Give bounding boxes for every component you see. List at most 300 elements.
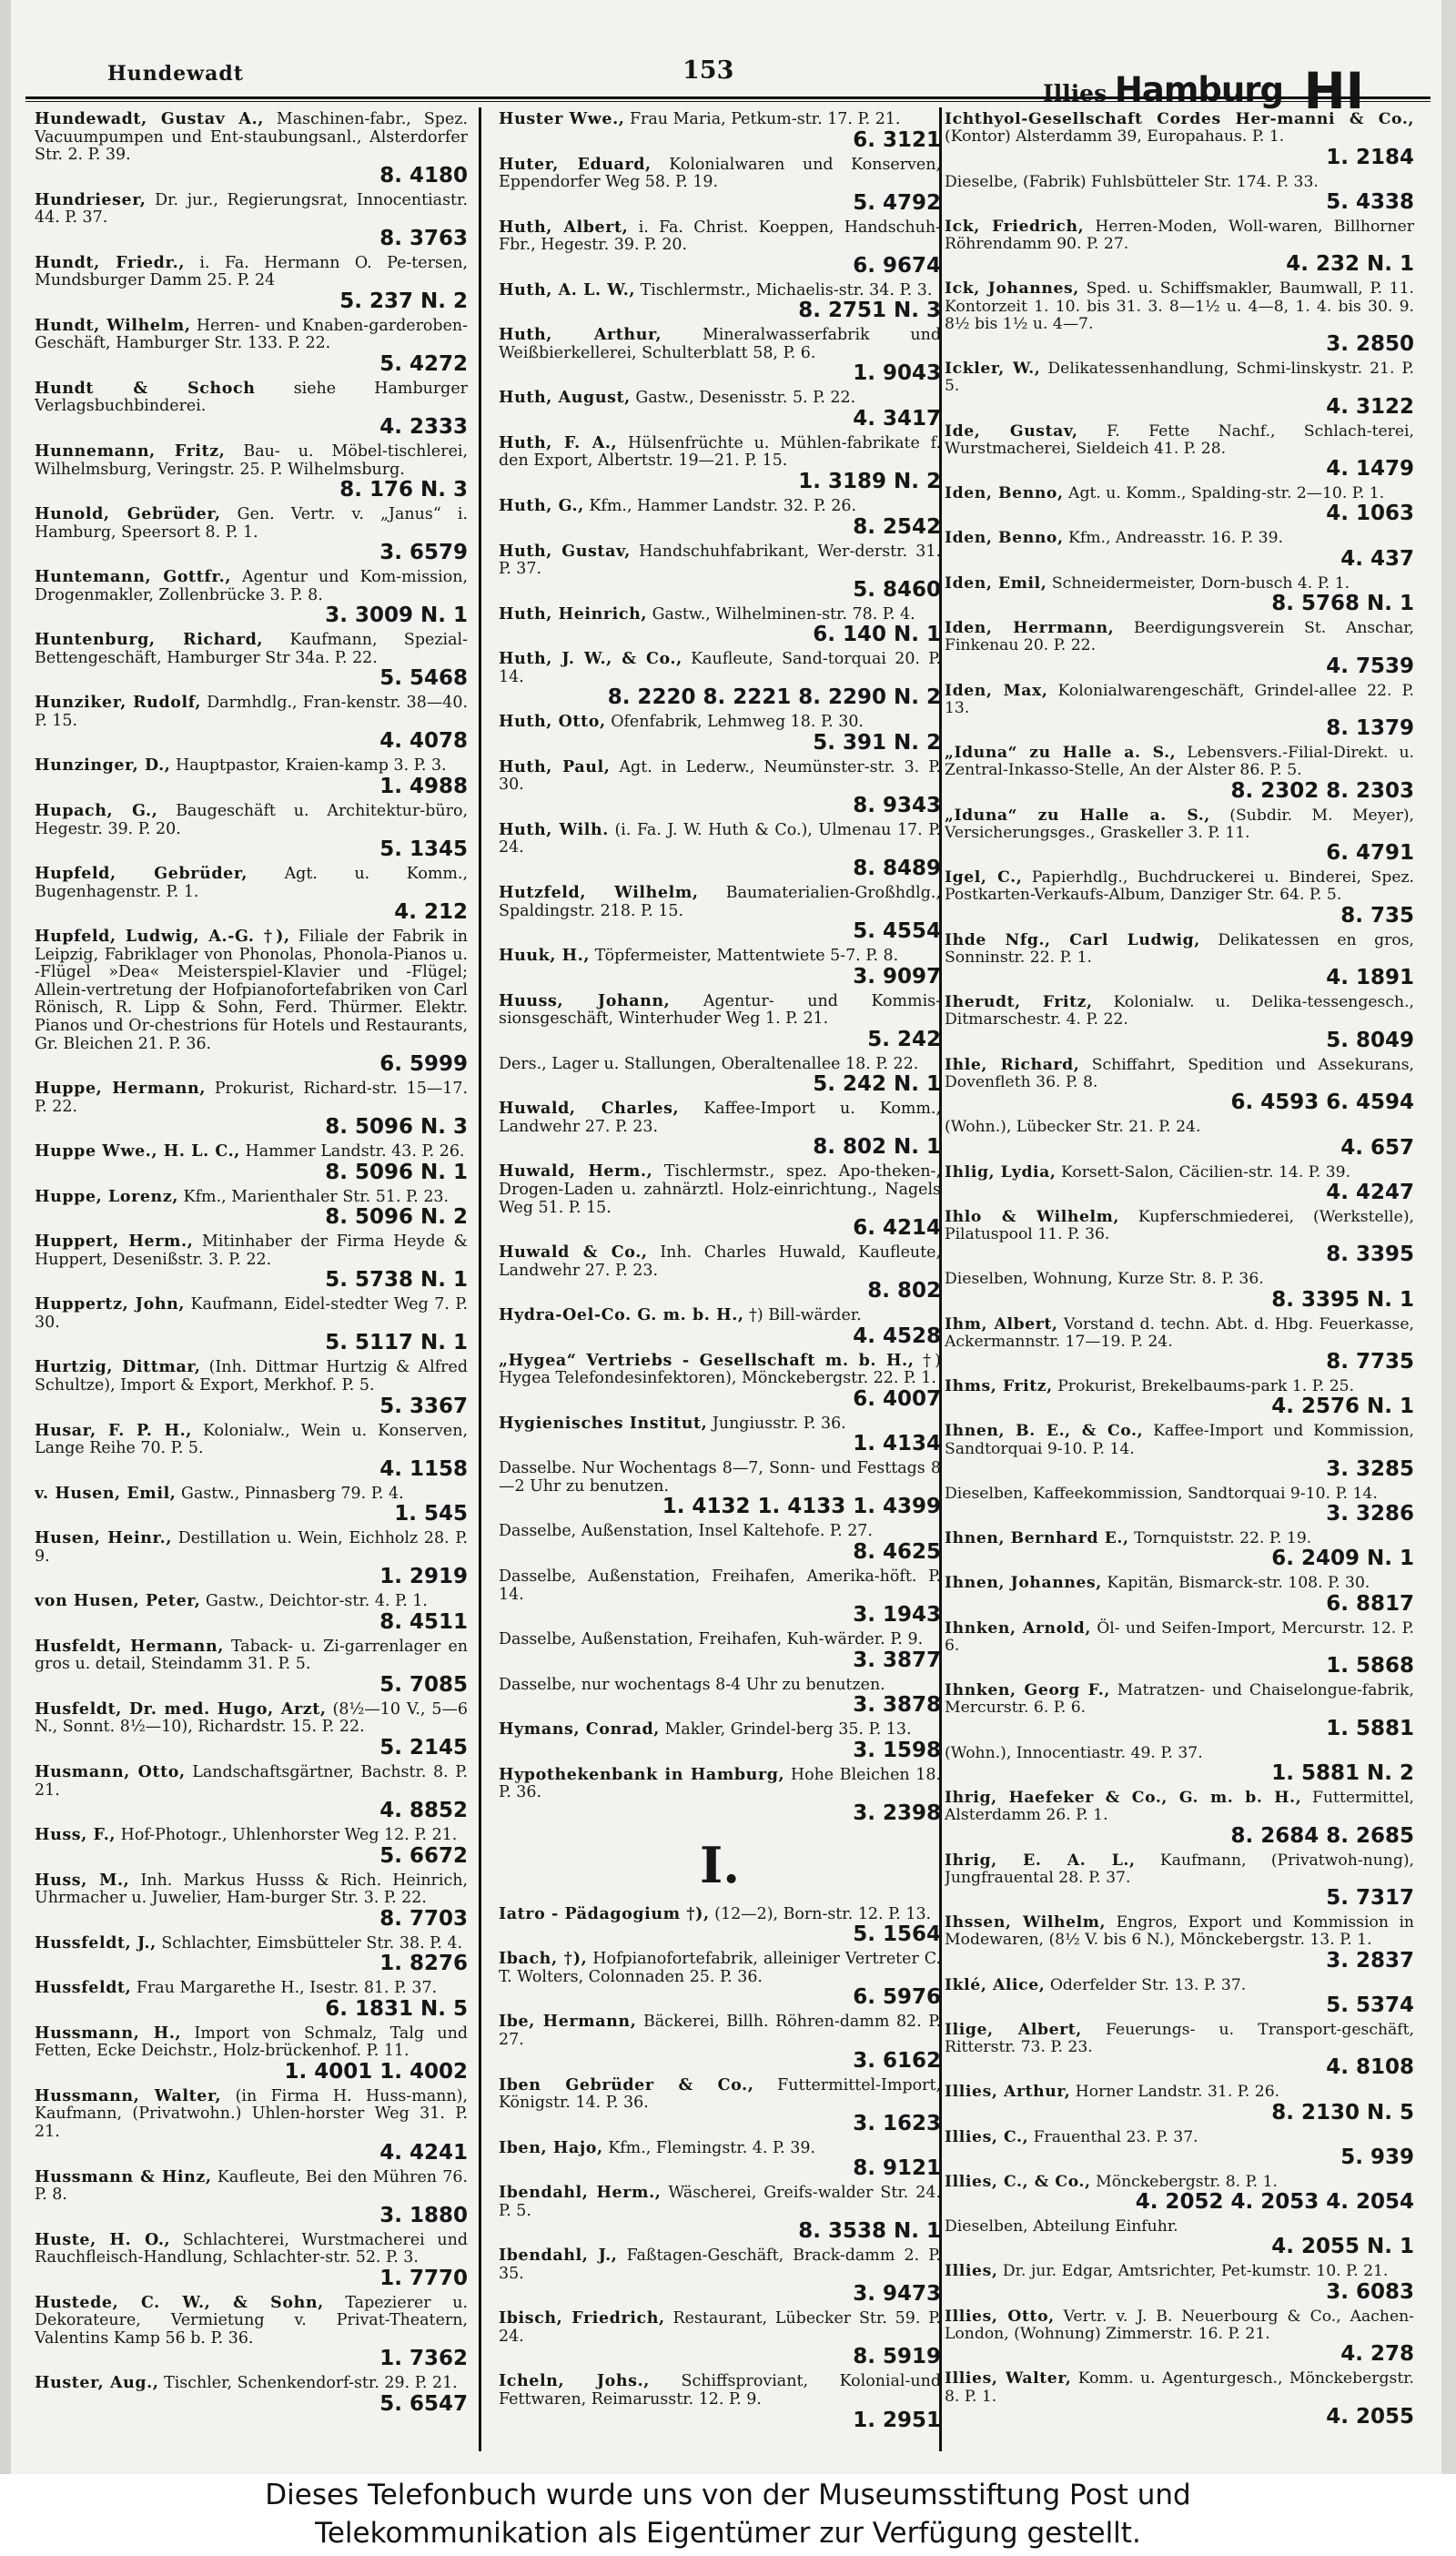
entry-details: Mönckebergstr. 8. P. 1. [1096,2172,1278,2191]
entry-phone-number: 5. 8049 [1326,1028,1414,1052]
entry-details: Papierhdlg., Buchdruckerei u. Binderei, Spez. Postkarten-Verkaufs-Album, Danziger Str. 64. P. 5. [945,868,1414,905]
entry-name: Huster, Aug., [35,2374,159,2393]
entry-name: Huss, M., [35,1871,130,1890]
entry-name: Huntemann, Gottfr., [35,568,231,587]
entry-details: siehe Hamburger Verlagsbuchbinderei. [35,379,468,416]
entry-name: Ihnen, Johannes, [945,1574,1102,1593]
entry-phone-number: 8. 3538 N. 1 [798,2219,941,2244]
entry-phone-number: 8. 8489 [853,857,941,881]
entry-name: Illies, Otto, [945,2307,1055,2326]
entry-name: Ihnen, Bernhard E., [945,1529,1129,1548]
entry-phone-number: 5. 6672 [379,1843,468,1868]
entry-name: Illies, Arthur, [945,2083,1071,2102]
directory-entry [35,1764,468,1821]
directory-entry [35,1701,468,1759]
entry-name: Hundt & Schoch [35,379,256,398]
entry-phone-number: 3. 6083 [1326,2279,1414,2304]
entry-phone-number: 3. 3285 [1326,1456,1414,1481]
directory-entry [499,1677,941,1717]
entry-body [35,1359,468,1395]
entry-phone-number: 8. 802 [867,1279,941,1303]
directory-entry [499,498,941,538]
entry-details: Taback- u. Zi-garrenlager en gros u. detail, Steindamm 31. P. 5. [35,1637,468,1674]
entry-name: Huss, F., [35,1826,116,1845]
entry-name: Illies, [945,2262,998,2281]
entry-body [945,683,1414,718]
directory-entry [499,1767,941,1824]
entry-body [499,1415,941,1434]
entry-body [499,948,941,966]
entry-name: Huwald, Charles, [499,1100,680,1119]
entry-name: Hypothekenbank in Hamburg, [499,1765,785,1784]
entry-details: Tornquiststr. 22. P. 19. [1134,1529,1312,1548]
entry-name: Ibe, Hermann, [499,2013,637,2032]
entry-body [945,807,1414,843]
directory-entry [945,360,1414,418]
directory-entry [945,1790,1414,1847]
directory-entry [945,1682,1414,1740]
entry-name: Husmann, Otto, [35,1762,186,1781]
entry-name: Huth, F. A., [499,433,618,452]
entry-body [499,1523,941,1541]
entry-name: Illies, C., & Co., [945,2172,1091,2191]
entry-phone-number: 6. 4007 [853,1386,941,1411]
entry-body [945,745,1414,780]
entry-details: Korsett-Salon, Cäcilien-str. 14. P. 39. [1060,1162,1351,1182]
directory-entry [945,1164,1414,1203]
entry-body [945,1164,1414,1182]
entry-name: Hurtzig, Dittmar, [35,1358,201,1377]
entry-phone-number: 4. 3417 [853,406,941,431]
directory-entry [945,1530,1414,1569]
entry-name: Hunold, Gebrüder, [35,505,221,524]
entry-name: Hunnemann, Fritz, [35,442,226,462]
entry-body [945,1271,1414,1288]
entry-phone-number: 8. 2751 N. 3 [798,299,941,323]
directory-entry [945,1914,1414,1972]
entry-body [35,111,468,165]
entry-details: †) Hygea Telefondesinfektoren), Mönckebergstr. 22. P. 1. [499,1351,941,1388]
directory-entry [499,111,941,151]
entry-name: Hundt, Friedr., [35,253,185,272]
entry-body [499,885,941,920]
entry-details: Herren-Moden, Woll-waren, Billhorner Röhrendamm 90. P. 27. [945,217,1414,254]
directory-entry [499,390,941,430]
entry-phone-number: 3. 1598 [853,1738,941,1762]
entry-body [945,2084,1414,2101]
directory-entry [35,2375,468,2415]
entry-details: Ders., Lager u. Stallungen, Oberaltenallee 18. P. 22. [499,1054,919,1073]
entry-details: Kfm., Hammer Landstr. 32. P. 26. [589,497,857,516]
entry-phone-number: 6. 2409 N. 1 [1271,1547,1414,1571]
directory-entry [35,192,468,249]
entry-body [945,1790,1414,1825]
entry-phone-number: 3. 9097 [853,964,941,989]
entry-details: Ofenfabrik, Lehmweg 18. P. 30. [611,713,864,732]
entry-body [499,2310,941,2346]
header-running-head-right [1043,55,1365,120]
entry-details: Delikatessen en gros, Sonninstr. 22. P. 1. [945,930,1414,967]
entry-details: (Wohn.), Innocentiastr. 49. P. 37. [945,1743,1203,1762]
entry-body [945,485,1414,502]
entry-phone-number: 5. 5117 N. 1 [325,1331,468,1355]
entry-phone-number: 3. 3286 [1326,1502,1414,1526]
entry-details: Kfm., Andreasstr. 16. P. 39. [1068,529,1283,548]
entry-body [35,1189,468,1207]
entry-body [35,569,468,604]
entry-body [499,157,941,192]
entry-details: i. Fa. Christ. Koeppen, Handschuh-Fbr., Hegestr. 39. P. 20. [499,218,941,255]
entry-name: Huth, Albert, [499,218,629,237]
entry-name: Ibisch, Friedrich, [499,2309,665,2328]
entry-body [499,327,941,362]
entry-name: Huth, Heinrich, [499,604,648,624]
directory-entry [945,1378,1414,1417]
entry-phone-number: 3. 3877 [853,1648,941,1672]
directory-entry [499,282,941,322]
entry-body [35,1827,468,1845]
entry-body [945,1575,1414,1592]
page-number: 153 [682,56,734,85]
entry-details: Kapitän, Bismarck-str. 108. P. 30. [1107,1574,1370,1593]
entry-name: Illies, C., [945,2127,1029,2146]
directory-entry [35,2169,468,2226]
entry-details: Tischler, Schenkendorf-str. 29. P. 21. [164,2374,458,2393]
entry-details: Kaufmann, (Privatwoh-nung), Jungfrauental 28. P. 37. [945,1851,1414,1887]
entry-details: Schlachter, Eimsbütteler Str. 38. P. 4. [161,1933,463,1952]
entry-phone-number: 5. 391 N. 2 [813,730,941,755]
entry-phone-number: 6. 4214 [853,1216,941,1241]
entry-phone-number: 5. 4792 [853,190,941,215]
directory-entry [945,745,1414,802]
directory-entry [35,928,468,1075]
entry-details: Mitinhaber der Firma Heyde & Huppert, Desenißstr. 3. P. 22. [35,1232,468,1269]
entry-details: Inh. Markus Husss & Rich. Heinrich, Uhrmacher u. Juwelier, Ham-burger Str. 3. P. 22. [35,1871,468,1908]
entry-name: Hundewadt, Gustav A., [35,111,264,128]
entry-phone-number: 1. 4988 [379,775,468,799]
directory-entry [499,1307,941,1347]
entry-body [945,1852,1414,1888]
entry-phone-number: 8. 2542 [853,514,941,539]
entry-body [945,2174,1414,2191]
entry-name: Huwald & Co., [499,1243,648,1263]
entry-details: F. Fette Nachf., Schlach-terei, Wurstmacherei, Sieldeich 41. P. 28. [945,421,1414,458]
header-rule [25,96,1431,99]
entry-details: Horner Landstr. 31. P. 26. [1075,2083,1280,2102]
entry-details: Tapezierer u. Dekorateure, Vermietung v. Privat-Theatern, Valentins Kamp 56 b. P. 36. [35,2293,468,2348]
entry-details: Futtermittel, Alsterdamm 26. P. 1. [945,1789,1414,1825]
entry-phone-number: 5. 1345 [379,837,468,862]
entry-name: Iden, Benno, [945,484,1064,503]
entry-details: Prokurist, Richard-str. 15—17. P. 22. [35,1080,468,1116]
entry-phone-number: 8. 3395 [1326,1242,1414,1267]
directory-entry [499,219,941,277]
directory-entry [499,1163,941,1239]
directory-entry [499,948,941,988]
entry-details: Lebensvers.-Filial-Direkt. u. Zentral-Inkasso-Stelle, An der Alster 86. P. 5. [945,744,1414,780]
entry-body [35,2169,468,2205]
entry-phone-number: 1. 5881 [1326,1716,1414,1740]
entry-details: Bäckerei, Billh. Röhren-damm 82. P. 27. [499,2013,941,2049]
entry-name: Ide, Gustav, [945,421,1078,441]
entry-phone-number: 6. 9674 [853,253,941,278]
entry-name: Ihnken, Arnold, [945,1618,1091,1638]
entry-phone-number: 8. 735 [1340,903,1414,928]
entry-body [499,1906,941,1924]
entry-name: Iden, Max, [945,681,1048,700]
directory-entry [35,866,468,923]
entry-name: Ibendahl, Herm., [499,2184,662,2203]
entry-body [35,695,468,730]
entry-name: Huth, A. L. W., [499,280,636,299]
entry-name: Illies, Walter, [945,2369,1072,2389]
directory-entry [945,2022,1414,2079]
directory-entry [499,2077,941,2135]
entry-body [499,282,941,300]
entry-phone-number: 4. 4241 [379,2140,468,2165]
entry-name: Husen, Heinr., [35,1529,173,1548]
entry-phone-number: 1. 2184 [1326,145,1414,169]
entry-name: Hunzinger, D., [35,756,171,776]
entry-details: Kfm., Flemingstr. 4. P. 39. [608,2138,816,2157]
entry-name: Husar, F. P. H., [35,1421,192,1440]
directory-entry [35,318,468,375]
entry-details: Prokurist, Brekelbaums-park 1. P. 25. [1057,1377,1355,1396]
entry-body [945,2263,1414,2280]
entry-name: Huth, Arthur, [499,326,662,345]
entry-name: Iden, Benno, [945,529,1064,548]
directory-entry [499,2310,941,2368]
entry-body [499,1244,941,1280]
entry-name: Husfeldt, Dr. med. Hugo, Arzt, [35,1699,327,1719]
entry-name: Huth, Paul, [499,757,611,776]
entry-phone-number: 8. 3395 N. 1 [1271,1287,1414,1312]
entry-body [945,1209,1414,1244]
entry-details: Schiffahrt, Spedition und Assekurans, Dovenfleth 36. P. 8. [945,1055,1414,1091]
entry-body [945,994,1414,1030]
entry-name: Ickler, W., [945,360,1041,379]
entry-phone-number: 1. 545 [394,1502,468,1526]
entry-phone-number: 8. 2302 8. 2303 [1230,778,1414,803]
entry-name: Ihlig, Lydia, [945,1162,1057,1182]
entry-phone-number: 4. 1479 [1326,457,1414,482]
directory-entry [499,1906,941,1946]
entry-details: Frau Maria, Petkum-str. 17. P. 21. [629,111,901,128]
entry-details: Kolonialwaren und Konserven, Eppendorfer Weg 58. P. 19. [499,155,941,192]
entry-phone-number: 6. 8817 [1326,1591,1414,1616]
entry-name: Ihrig, E. A. L., [945,1851,1136,1870]
entry-details: Delikatessenhandlung, Schmi-linskystr. 21. P. 5. [945,360,1414,396]
entry-body [35,928,468,1053]
entry-body [35,632,468,667]
entry-phone-number: 4. 1891 [1326,966,1414,990]
entry-details: Kaffee-Import und Kommission, Sandtorquai 9-10. P. 14. [945,1422,1414,1458]
entry-body [945,1486,1414,1503]
entry-phone-number: 3. 1943 [853,1603,941,1628]
column-divider-1 [479,107,481,2451]
entry-body [499,390,941,408]
entry-body [35,803,468,838]
entry-details: Frauenthal 23. P. 37. [1033,2127,1198,2146]
directory-entry [35,695,468,752]
entry-phone-number: 8. 4511 [379,1609,468,1634]
entry-body [945,2129,1414,2146]
entry-phone-number: 4. 8108 [1326,2055,1414,2080]
directory-entry [499,651,941,708]
entry-details: Vorstand d. techn. Abt. d. Hbg. Feuerkasse, Ackermannstr. 17—19. P. 24. [945,1314,1414,1351]
entry-name: Huppe Wwe., H. L. C., [35,1142,240,1161]
entry-details: Tischlermstr., Michaelis-str. 34. P. 3. [640,280,933,299]
entry-phone-number: 4. 4247 [1326,1180,1414,1204]
footer-line-1: Dieses Telefonbuch wurde uns von der Museumsstiftung Post und [265,2479,1191,2511]
entry-name: „Iduna“ zu Halle a. S., [945,806,1210,825]
directory-entry [945,2263,1414,2302]
entry-body [35,1701,468,1737]
directory-entry [35,1296,468,1354]
entry-phone-number: 4. 8852 [379,1799,468,1823]
entry-details: Dieselben, Kaffeekommission, Sandtorquai 9-10. P. 14. [945,1484,1378,1503]
entry-details: Dasselbe, nur wochentags 8-4 Uhr zu benutzen. [499,1675,885,1694]
entry-body [499,714,941,732]
entry-phone-number: 4. 232 N. 1 [1286,252,1414,277]
entry-details: Dr. jur. Edgar, Amtsrichter, Pet-kumstr. 10. P. 21. [1002,2262,1389,2281]
entry-name: Ibach, †), [499,1950,588,1969]
directory-entry [35,1935,468,1975]
entry-body [35,1935,468,1953]
entry-name: Hussmann, H., [35,2024,182,2043]
entry-body [945,1620,1414,1656]
entry-details: (Wohn.), Lübecker Str. 21. P. 24. [945,1118,1201,1137]
entry-body [35,757,468,776]
directory-entry [945,1271,1414,1310]
directory-entry [945,807,1414,865]
entry-body [35,866,468,901]
entry-details: Gastw., Desenisstr. 5. P. 22. [635,389,856,408]
entry-details: Oderfelder Str. 13. P. 37. [1049,1975,1247,1994]
directory-entry [499,2185,941,2242]
entry-phone-number: 8. 7735 [1326,1350,1414,1374]
entry-details: Schiffsproviant, Kolonial-und Fettwaren, Reimarusstr. 12. P. 9. [499,2372,941,2409]
entry-phone-number: 3. 6579 [379,541,468,565]
entry-body [499,2373,941,2409]
entry-name: Huwald, Herm., [499,1162,653,1182]
entry-body [945,218,1414,254]
entry-details: Frau Margarethe H., Isestr. 81. P. 37. [136,1979,438,1998]
entry-name: Huth, J. W., & Co., [499,650,682,669]
entry-body [499,1721,941,1740]
entry-phone-number: 5. 237 N. 2 [339,289,468,313]
entry-details: Herren- und Knaben-garderoben-Geschäft, Hamburger Str. 133. P. 22. [35,316,468,353]
entry-body [945,2308,1414,2344]
entry-body [499,1767,941,1802]
directory-entry [945,2129,1414,2168]
entry-details: Agt. in Lederw., Neumünster-str. 3. P. 30. [499,757,941,795]
entry-body [499,2077,941,2113]
directory-entry [945,280,1414,355]
entry-body [35,2025,468,2061]
directory-entry [945,2308,1414,2366]
directory-entry [35,1359,468,1416]
entry-body [499,1163,941,1217]
directory-entry [35,1486,468,1526]
entry-phone-number: 3. 1880 [379,2203,468,2227]
entry-phone-number: 1. 7770 [379,2266,468,2290]
entry-body [945,2218,1414,2236]
entry-phone-number: 8. 5096 N. 1 [325,1160,468,1184]
directory-entry [35,111,468,187]
entry-details: Kaufmann, Spezial-Bettengeschäft, Hamburger Str 34a. P. 22. [35,631,468,667]
entry-phone-number: 4. 212 [394,900,468,925]
entry-phone-number: 4. 1158 [379,1456,468,1481]
directory-entry [35,803,468,860]
directory-entry [945,575,1414,614]
entry-body [35,506,468,542]
entry-name: Ick, Friedrich, [945,217,1085,236]
entry-phone-number: 4. 2576 N. 1 [1271,1395,1414,1419]
directory-entry [945,1852,1414,1910]
entry-phone-number: 4. 2055 [1326,2404,1414,2429]
entry-details: Kolonialw., Wein u. Konserven, Lange Reihe 70. P. 5. [35,1421,468,1458]
directory-entry [945,994,1414,1051]
entry-phone-number: 4. 7539 [1326,654,1414,678]
entry-body [35,1143,468,1161]
entry-body [35,2232,468,2267]
entry-name: Hupach, G., [35,802,158,821]
directory-entry [945,1620,1414,1678]
entry-details: Dieselben, Abteilung Einfuhr. [945,2217,1178,2236]
entry-phone-number: 6. 140 N. 1 [813,623,941,647]
entry-details: (8½—10 V., 5—6 N., Sonnt. 8½—10), Richardstr. 15. P. 22. [35,1699,468,1737]
entry-body [499,543,941,579]
entry-body [499,1631,941,1649]
entry-phone-number: 8. 176 N. 3 [339,478,468,502]
entry-phone-number: 4. 2052 4. 2053 4. 2054 [1135,2190,1414,2215]
entry-name: Hydra-Oel-Co. G. m. b. H., [499,1306,744,1325]
entry-phone-number: 1. 7362 [379,2347,468,2371]
directory-entry [499,606,941,646]
entry-body [945,869,1414,905]
entry-details: Faßtagen-Geschäft, Brack-damm 2. P. 35. [499,2247,941,2283]
entry-phone-number: 1. 4132 1. 4133 1. 4399 [662,1495,941,1519]
entry-phone-number: 4. 1063 [1326,502,1414,526]
entry-body [35,192,468,228]
directory-entry [35,2025,468,2083]
entry-details: Kolonialw. u. Delika-tessengesch., Ditmarschestr. 4. P. 22. [945,993,1414,1030]
entry-name: Ihm, Albert, [945,1314,1058,1334]
header-running-word: Illies [1043,80,1107,106]
entry-name: Iklé, Alice, [945,1975,1046,1994]
entry-details: (i. Fa. J. W. Huth & Co.), Ulmenau 17. P. 24. [499,820,941,857]
entry-name: Huth, Gustav, [499,542,631,561]
directory-entry [945,111,1414,168]
entry-details: Hauptpastor, Kraien-kamp 3. P. 3. [175,756,447,776]
entry-name: Hundt, Wilhelm, [35,316,191,335]
entry-name: Huuk, H., [499,947,591,966]
entry-body [35,1872,468,1908]
entry-phone-number: 8. 2220 8. 2221 8. 2290 N. 2 [607,685,941,710]
entry-phone-number: 8. 5768 N. 1 [1271,591,1414,615]
entry-phone-number: 3. 2850 [1326,332,1414,357]
entry-details: Dasselbe. Nur Wochentags 8—7, Sonn- und Festtags 8—2 Uhr zu benutzen. [499,1459,941,1496]
entry-body [35,380,468,416]
entry-name: Hussmann & Hinz, [35,2167,212,2186]
entry-body [35,1486,468,1504]
entry-body [945,575,1414,593]
entry-name: Huntenburg, Richard, [35,631,264,650]
entry-name: Iherudt, Fritz, [945,993,1093,1012]
directory-entry [35,1638,468,1696]
entry-body [945,1682,1414,1718]
